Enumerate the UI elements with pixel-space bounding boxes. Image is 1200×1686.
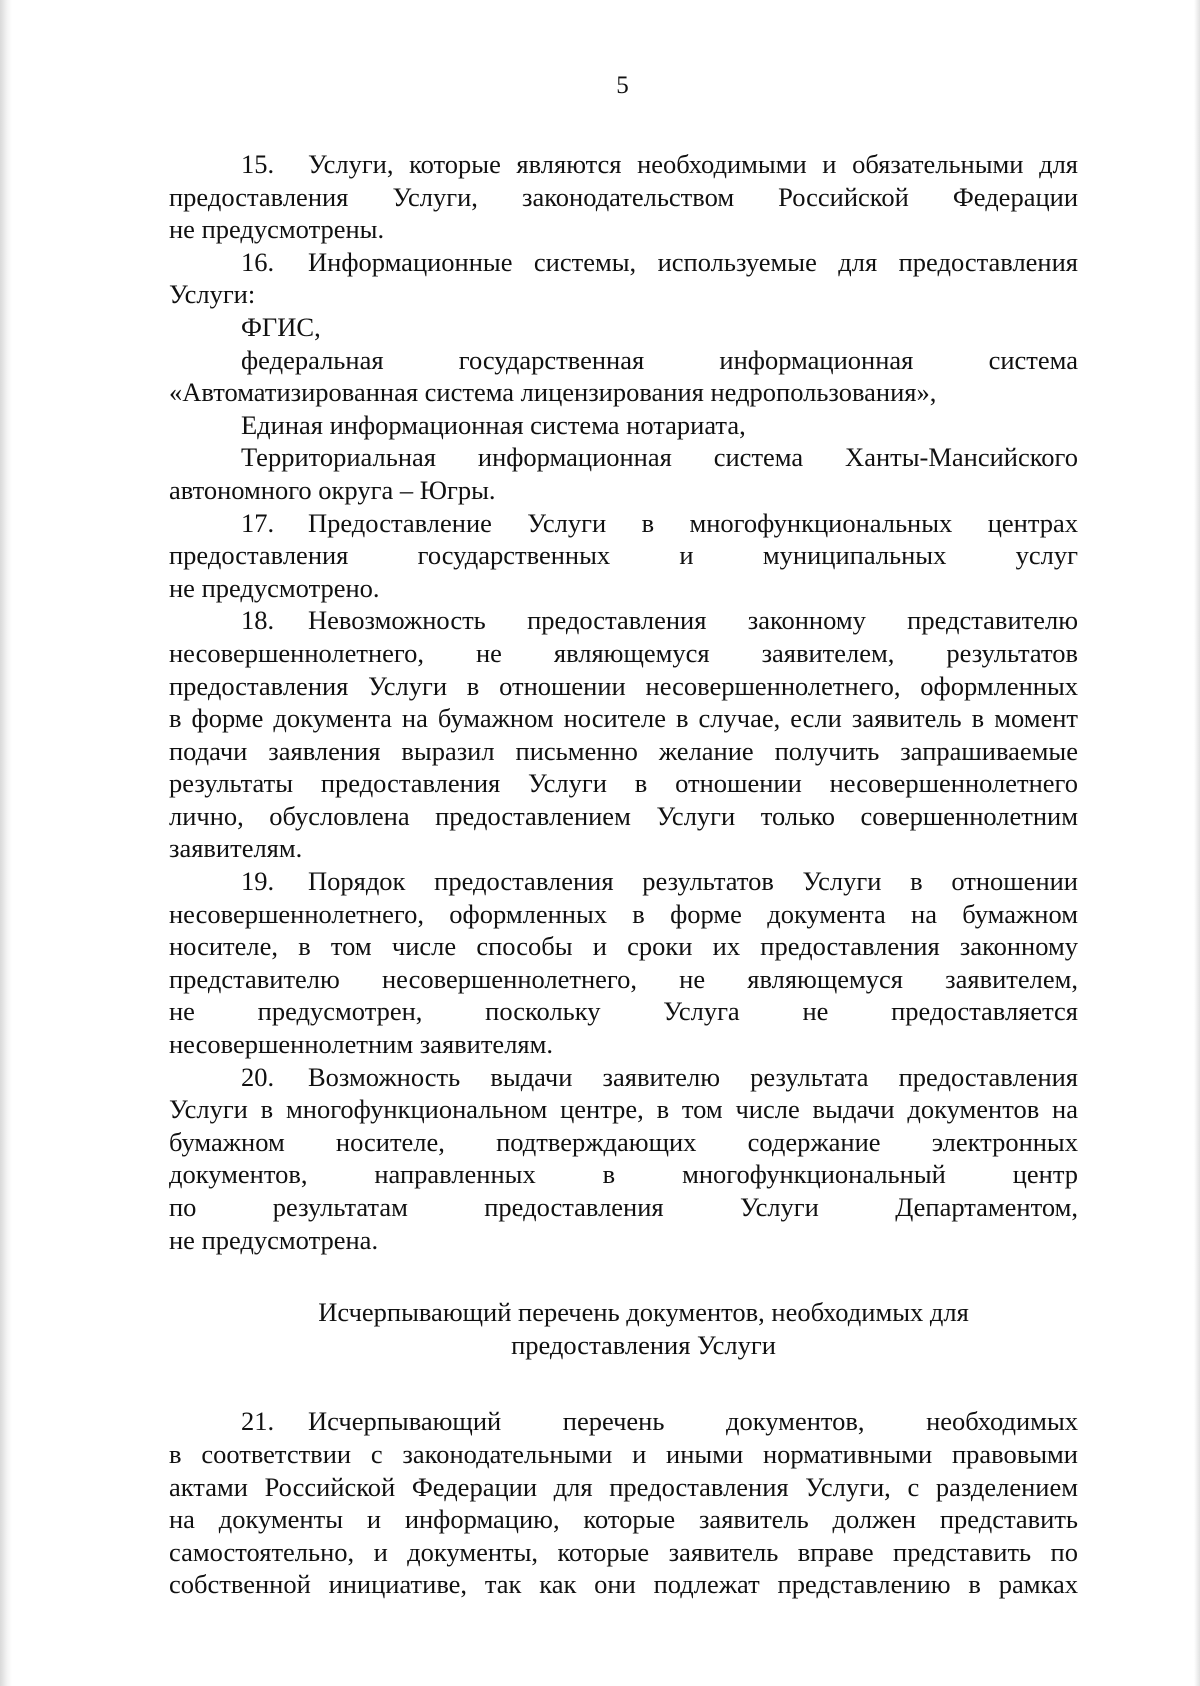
paragraph-line: заявителям. [169, 833, 303, 864]
paragraph-line: самостоятельно, и документы, которые заявитель вправе представить по [169, 1536, 1078, 1567]
paragraph-line: лично, обусловлена предоставлением Услуги только совершеннолетним [169, 800, 1078, 831]
paragraph-line: представителю несовершеннолетнего, не являющемуся заявителем, [169, 963, 1078, 994]
paragraph-21 [169, 1405, 1078, 1601]
paragraph-number: 19. [241, 866, 275, 897]
paragraph-16-item-notary [169, 409, 1078, 442]
paragraph-line [169, 865, 1078, 898]
paragraph-line: Территориальная информационная система Ханты-Мансийского [241, 442, 1078, 473]
paragraph-line: федеральная государственная информационная система [241, 344, 1078, 375]
paragraph-line [169, 604, 1078, 637]
paragraph-number: 16. [241, 246, 275, 277]
paragraph-line [169, 246, 1078, 279]
document-body [169, 148, 1078, 1601]
paragraph-number: 15. [241, 149, 275, 179]
paragraph-number: 21. [241, 1406, 275, 1437]
paragraph-line: не предусмотрен, поскольку Услуга не предоставляется [169, 996, 1078, 1027]
line-text: Порядок предоставления результатов Услуги в отношении [308, 866, 1078, 897]
paragraph-line: предоставления государственных и муниципальных услуг [169, 540, 1078, 571]
paragraph-number: 20. [241, 1061, 275, 1092]
paragraph-line: подачи заявления выразил письменно желание получить запрашиваемые [169, 735, 1078, 766]
line-text: Исчерпывающий перечень документов, необходимых [308, 1406, 1078, 1437]
page-number: 5 [616, 72, 629, 99]
paragraph-line: Услуги: [169, 279, 256, 310]
paragraph-line: Единая информационная система нотариата, [241, 409, 746, 440]
paragraph-line: ФГИС, [241, 311, 321, 342]
paragraph-line: носителе, в том числе способы и сроки их предоставления законному [169, 931, 1078, 962]
paragraph-number: 17. [241, 507, 275, 538]
paragraph-line: документов, направленных в многофункциональный центр [169, 1159, 1078, 1190]
paragraph-line: не предусмотрено. [169, 572, 380, 603]
paragraph-16-item-territorial [169, 441, 1078, 506]
paragraph-line: несовершеннолетним заявителям. [169, 1029, 554, 1060]
paragraph-line: несовершеннолетнего, оформленных в форме документа на бумажном [169, 898, 1078, 929]
paragraph-17 [169, 507, 1078, 605]
paragraph-line [169, 1405, 1078, 1438]
paragraph-line [169, 1061, 1078, 1094]
line-text: Возможность выдачи заявителю результата предоставления [308, 1061, 1078, 1092]
spacer [169, 1361, 1078, 1405]
paragraph-16 [169, 246, 1078, 311]
paragraph-line: в форме документа на бумажном носителе в случае, если заявитель в момент [169, 703, 1078, 734]
paragraph-16-item-federal [169, 344, 1078, 409]
paragraph-15 [169, 148, 1078, 246]
scan-edge-right [1194, 0, 1200, 1686]
paragraph-line [169, 148, 1078, 181]
paragraph-20 [169, 1061, 1078, 1257]
heading-line: предоставления Услуги [511, 1329, 776, 1360]
line-text: Предоставление Услуги в многофункциональных центрах [308, 507, 1078, 538]
paragraph-line: Услуги в многофункциональном центре, в том числе выдачи документов на [169, 1094, 1078, 1125]
paragraph-line: бумажном носителе, подтверждающих содержание электронных [169, 1126, 1078, 1157]
paragraph-line: несовершеннолетнего, не являющемуся заявителем, результатов [169, 637, 1078, 668]
paragraph-line [169, 507, 1078, 540]
paragraph-line: в соответствии с законодательными и иными нормативными правовыми [169, 1438, 1078, 1469]
paragraph-line: не предусмотрена. [169, 1224, 379, 1255]
paragraph-line: предоставления Услуги в отношении несовершеннолетнего, оформленных [169, 670, 1078, 701]
paragraph-line: предоставления Услуги, законодательством Российской Федерации [169, 181, 1078, 212]
paragraph-line: результаты предоставления Услуги в отношении несовершеннолетнего [169, 768, 1078, 799]
paragraph-16-item-fgis [169, 311, 1078, 344]
line-text: Информационные системы, используемые для предоставления [308, 246, 1078, 277]
paragraph-line: на документы и информацию, которые заявитель должен представить [169, 1504, 1078, 1535]
paragraph-line: собственной инициативе, так как они подлежат представлению в рамках [169, 1569, 1078, 1600]
paragraph-line: автономного округа – Югры. [169, 474, 496, 505]
line-text: Услуги, которые являются необходимыми и обязательными для [308, 149, 1078, 179]
paragraph-line: актами Российской Федерации для предоставления Услуги, с разделением [169, 1471, 1078, 1502]
paragraph-line: «Автоматизированная система лицензирования недропользования», [169, 377, 937, 408]
scan-edge-left [0, 0, 12, 1686]
section-heading [189, 1296, 1098, 1361]
paragraph-line: по результатам предоставления Услуги Департаментом, [169, 1192, 1078, 1222]
heading-line: Исчерпывающий перечень документов, необходимых для [318, 1297, 969, 1328]
paragraph-19 [169, 865, 1078, 1061]
spacer [169, 1256, 1078, 1296]
line-text: Невозможность предоставления законному представителю [308, 605, 1078, 636]
paragraph-18 [169, 604, 1078, 865]
paragraph-number: 18. [241, 605, 275, 636]
paragraph-line: не предусмотрены. [169, 214, 385, 245]
